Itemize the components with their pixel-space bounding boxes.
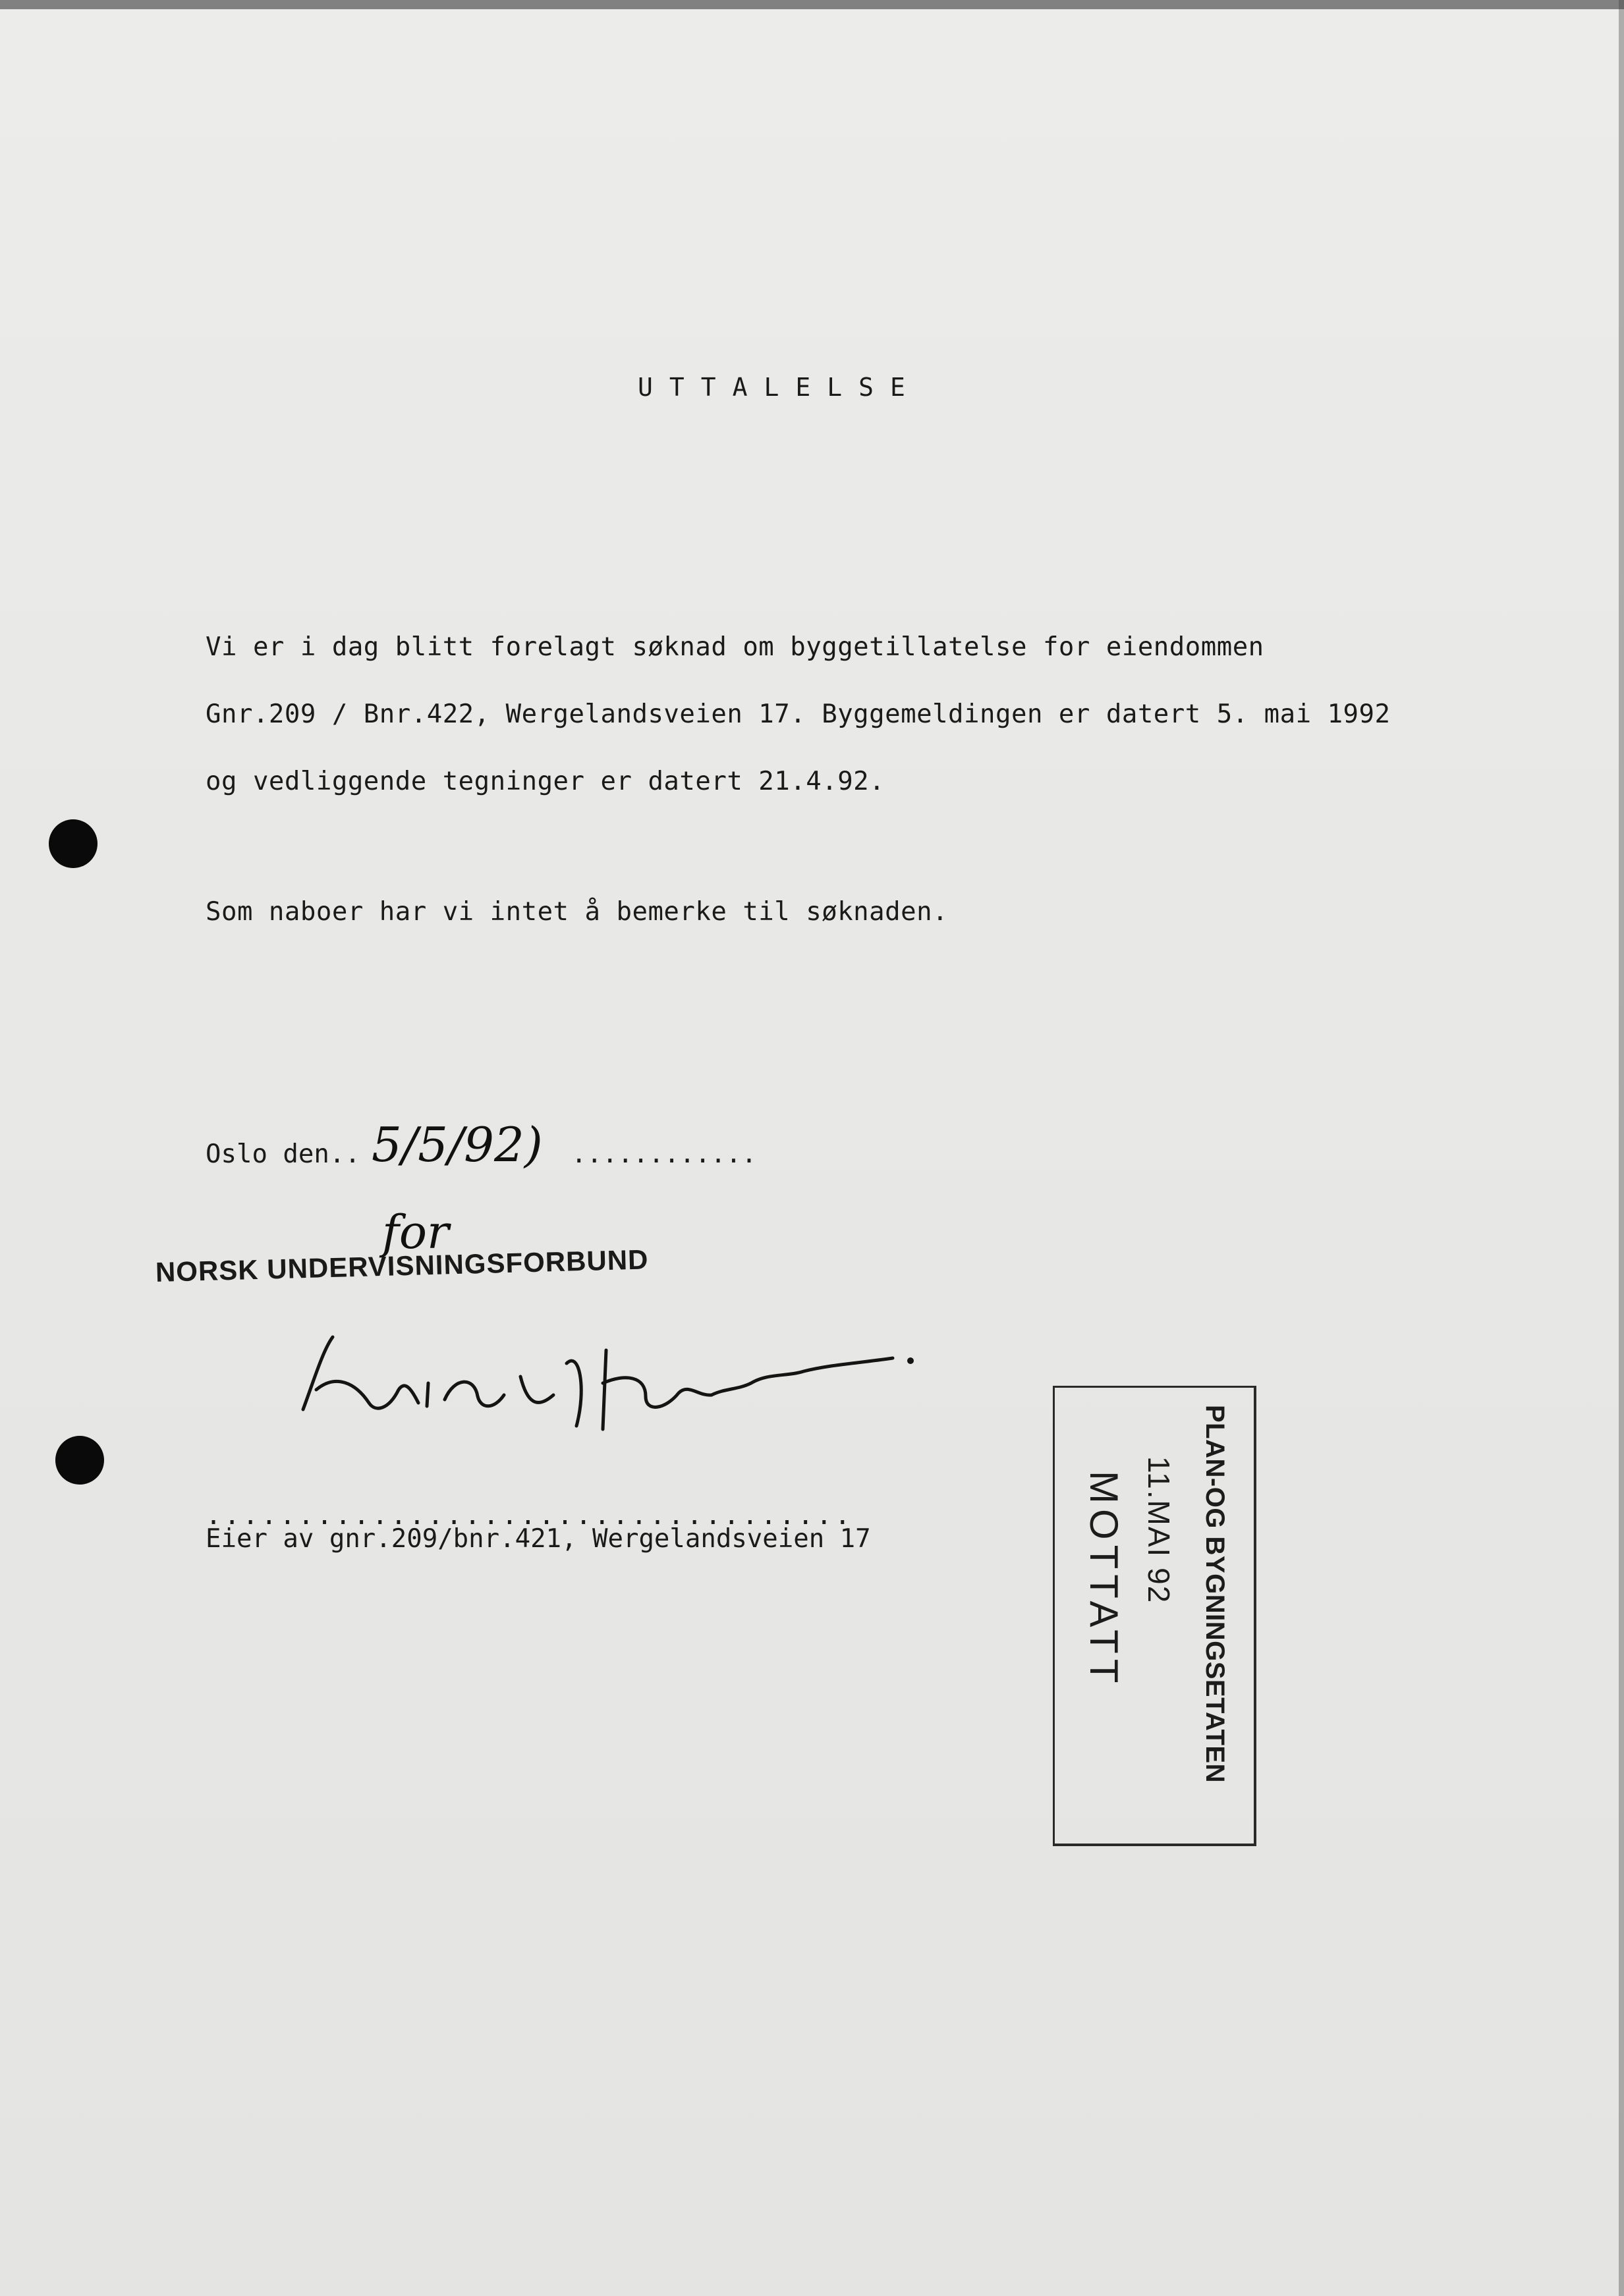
paragraph-statement: Som naboer har vi intet å bemerke til søknaden. (206, 897, 949, 927)
handwritten-signature (277, 1311, 922, 1442)
received-stamp-office: PLAN-OG BYGNINGSETATEN (1200, 1405, 1229, 1783)
scan-top-edge (0, 0, 1624, 9)
received-stamp-word: MOTTATT (1082, 1471, 1126, 1689)
handwritten-for: for (382, 1205, 449, 1259)
received-stamp-date: 11.MAI 92 (1142, 1456, 1176, 1604)
punch-hole-bottom (55, 1436, 104, 1485)
owner-caption: Eier av gnr.209/bnr.421, Wergelandsveien 17 (206, 1524, 871, 1554)
document-title: UTTALELSE (638, 373, 922, 402)
place-date-label: Oslo den.. (206, 1139, 360, 1169)
date-dots: ............ (571, 1139, 757, 1169)
signature-dotted-line: ................................... (206, 1500, 853, 1531)
place-date-row (206, 1117, 757, 1172)
paragraph-line-1: Vi er i dag blitt forelagt søknad om byggetillatelse for eiendommen (206, 632, 1264, 662)
scan-right-edge (1619, 0, 1624, 2296)
punch-hole-top (49, 819, 98, 868)
paragraph-line-3: og vedliggende tegninger er datert 21.4.92. (206, 767, 885, 796)
handwritten-date: 5/5/92) (372, 1117, 543, 1172)
received-stamp (1053, 1386, 1256, 1846)
paragraph-line-2: Gnr.209 / Bnr.422, Wergelandsveien 17. Byggemeldingen er datert 5. mai 1992 (206, 699, 1391, 729)
received-stamp-text (1069, 1405, 1240, 1826)
organization-stamp: NORSK UNDERVISNINGSFORBUND (155, 1244, 649, 1288)
